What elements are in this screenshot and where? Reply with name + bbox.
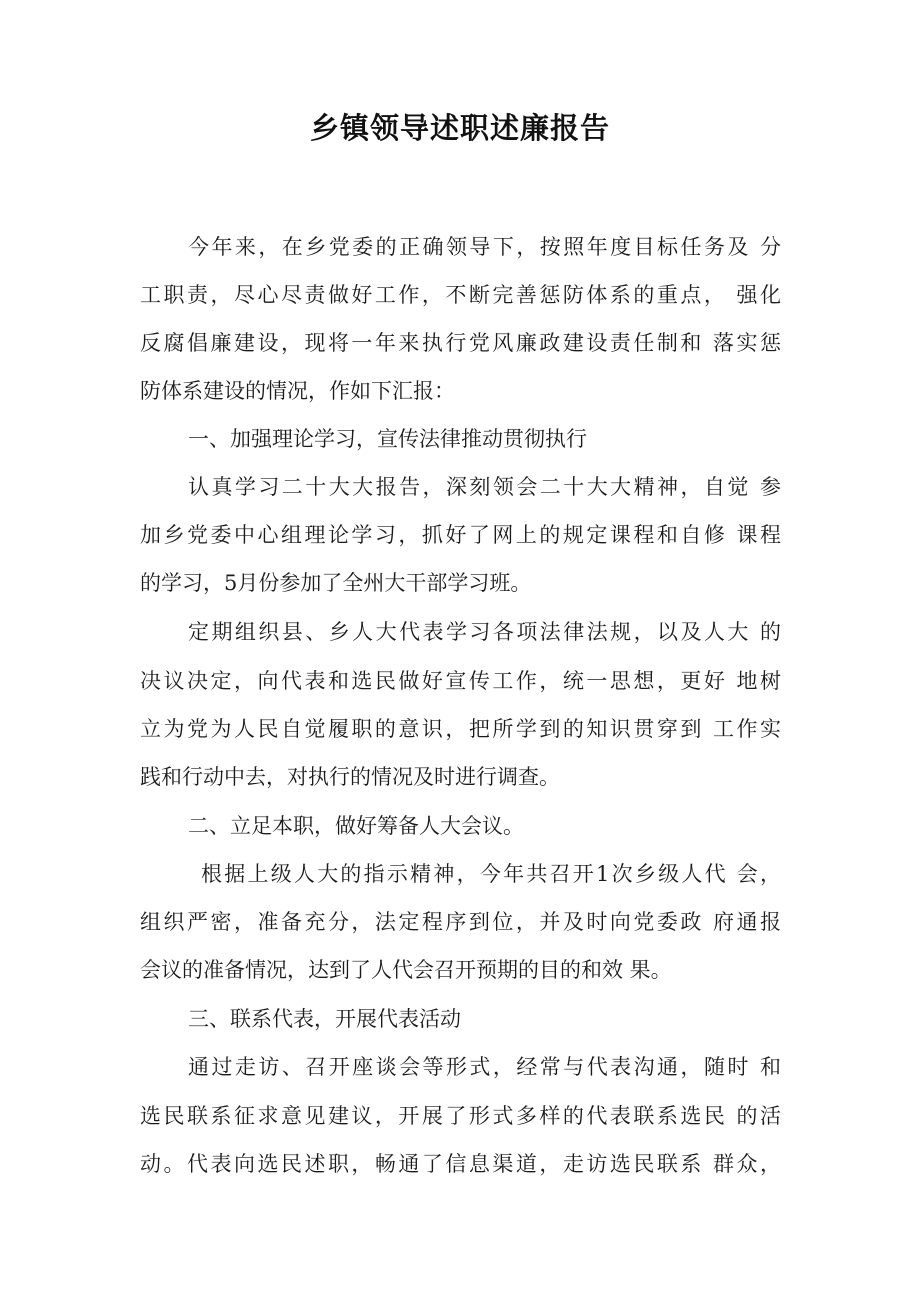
document-title: 乡镇领导述职述廉报告	[309, 111, 610, 145]
section-heading-1: 一、加强理论学习，宣传法律推动贯彻执行	[188, 427, 587, 451]
section-heading-3: 三、联系代表，开展代表活动	[188, 1007, 461, 1031]
body-line: 通过走访、召开座谈会等形式，经常与代表沟通，随时 和	[188, 1055, 781, 1079]
body-line: 践和行动中去，对执行的情况及时进行调查。	[140, 765, 560, 789]
body-line: 的学习，5月份参加了全州大干部学习班。	[140, 571, 532, 595]
body-line: 立为党为人民自觉履职的意识，把所学到的知识贯穿到 工作实	[140, 717, 781, 741]
body-line: 会议的准备情况，达到了人代会召开预期的目的和效 果。	[140, 958, 672, 982]
body-line: 防体系建设的情况，作如下汇报：	[140, 379, 455, 403]
body-line: 选民联系征求意见建议，开展了形式多样的代表联系选民 的活	[140, 1104, 781, 1128]
body-line: 定期组织县、乡人大代表学习各项法律法规，以及人大 的	[188, 620, 781, 644]
body-line: 加乡党委中心组理论学习，抓好了网上的规定课程和自修 课程	[140, 523, 781, 547]
body-line: 根据上级人大的指示精神，今年共召开1次乡级人代 会，	[201, 862, 781, 886]
body-line: 反腐倡廉建设，现将一年来执行党风廉政建设责任制和 落实惩	[140, 331, 781, 355]
body-line: 动。代表向选民述职，畅通了信息渠道，走访选民联系 群众，	[140, 1152, 781, 1176]
body-line: 组织严密，准备充分，法定程序到位，并及时向党委政 府通报	[140, 910, 781, 934]
section-heading-2: 二、立足本职，做好筹备人大会议。	[188, 814, 524, 838]
body-line: 决议决定，向代表和选民做好宣传工作，统一思想，更好 地树	[140, 669, 781, 693]
body-line: 今年来，在乡党委的正确领导下，按照年度目标任务及 分	[188, 235, 781, 259]
body-line: 工职责，尽心尽责做好工作，不断完善惩防体系的重点， 强化	[140, 283, 781, 307]
body-line: 认真学习二十大大报告，深刻领会二十大大精神，自觉 参	[188, 475, 781, 499]
